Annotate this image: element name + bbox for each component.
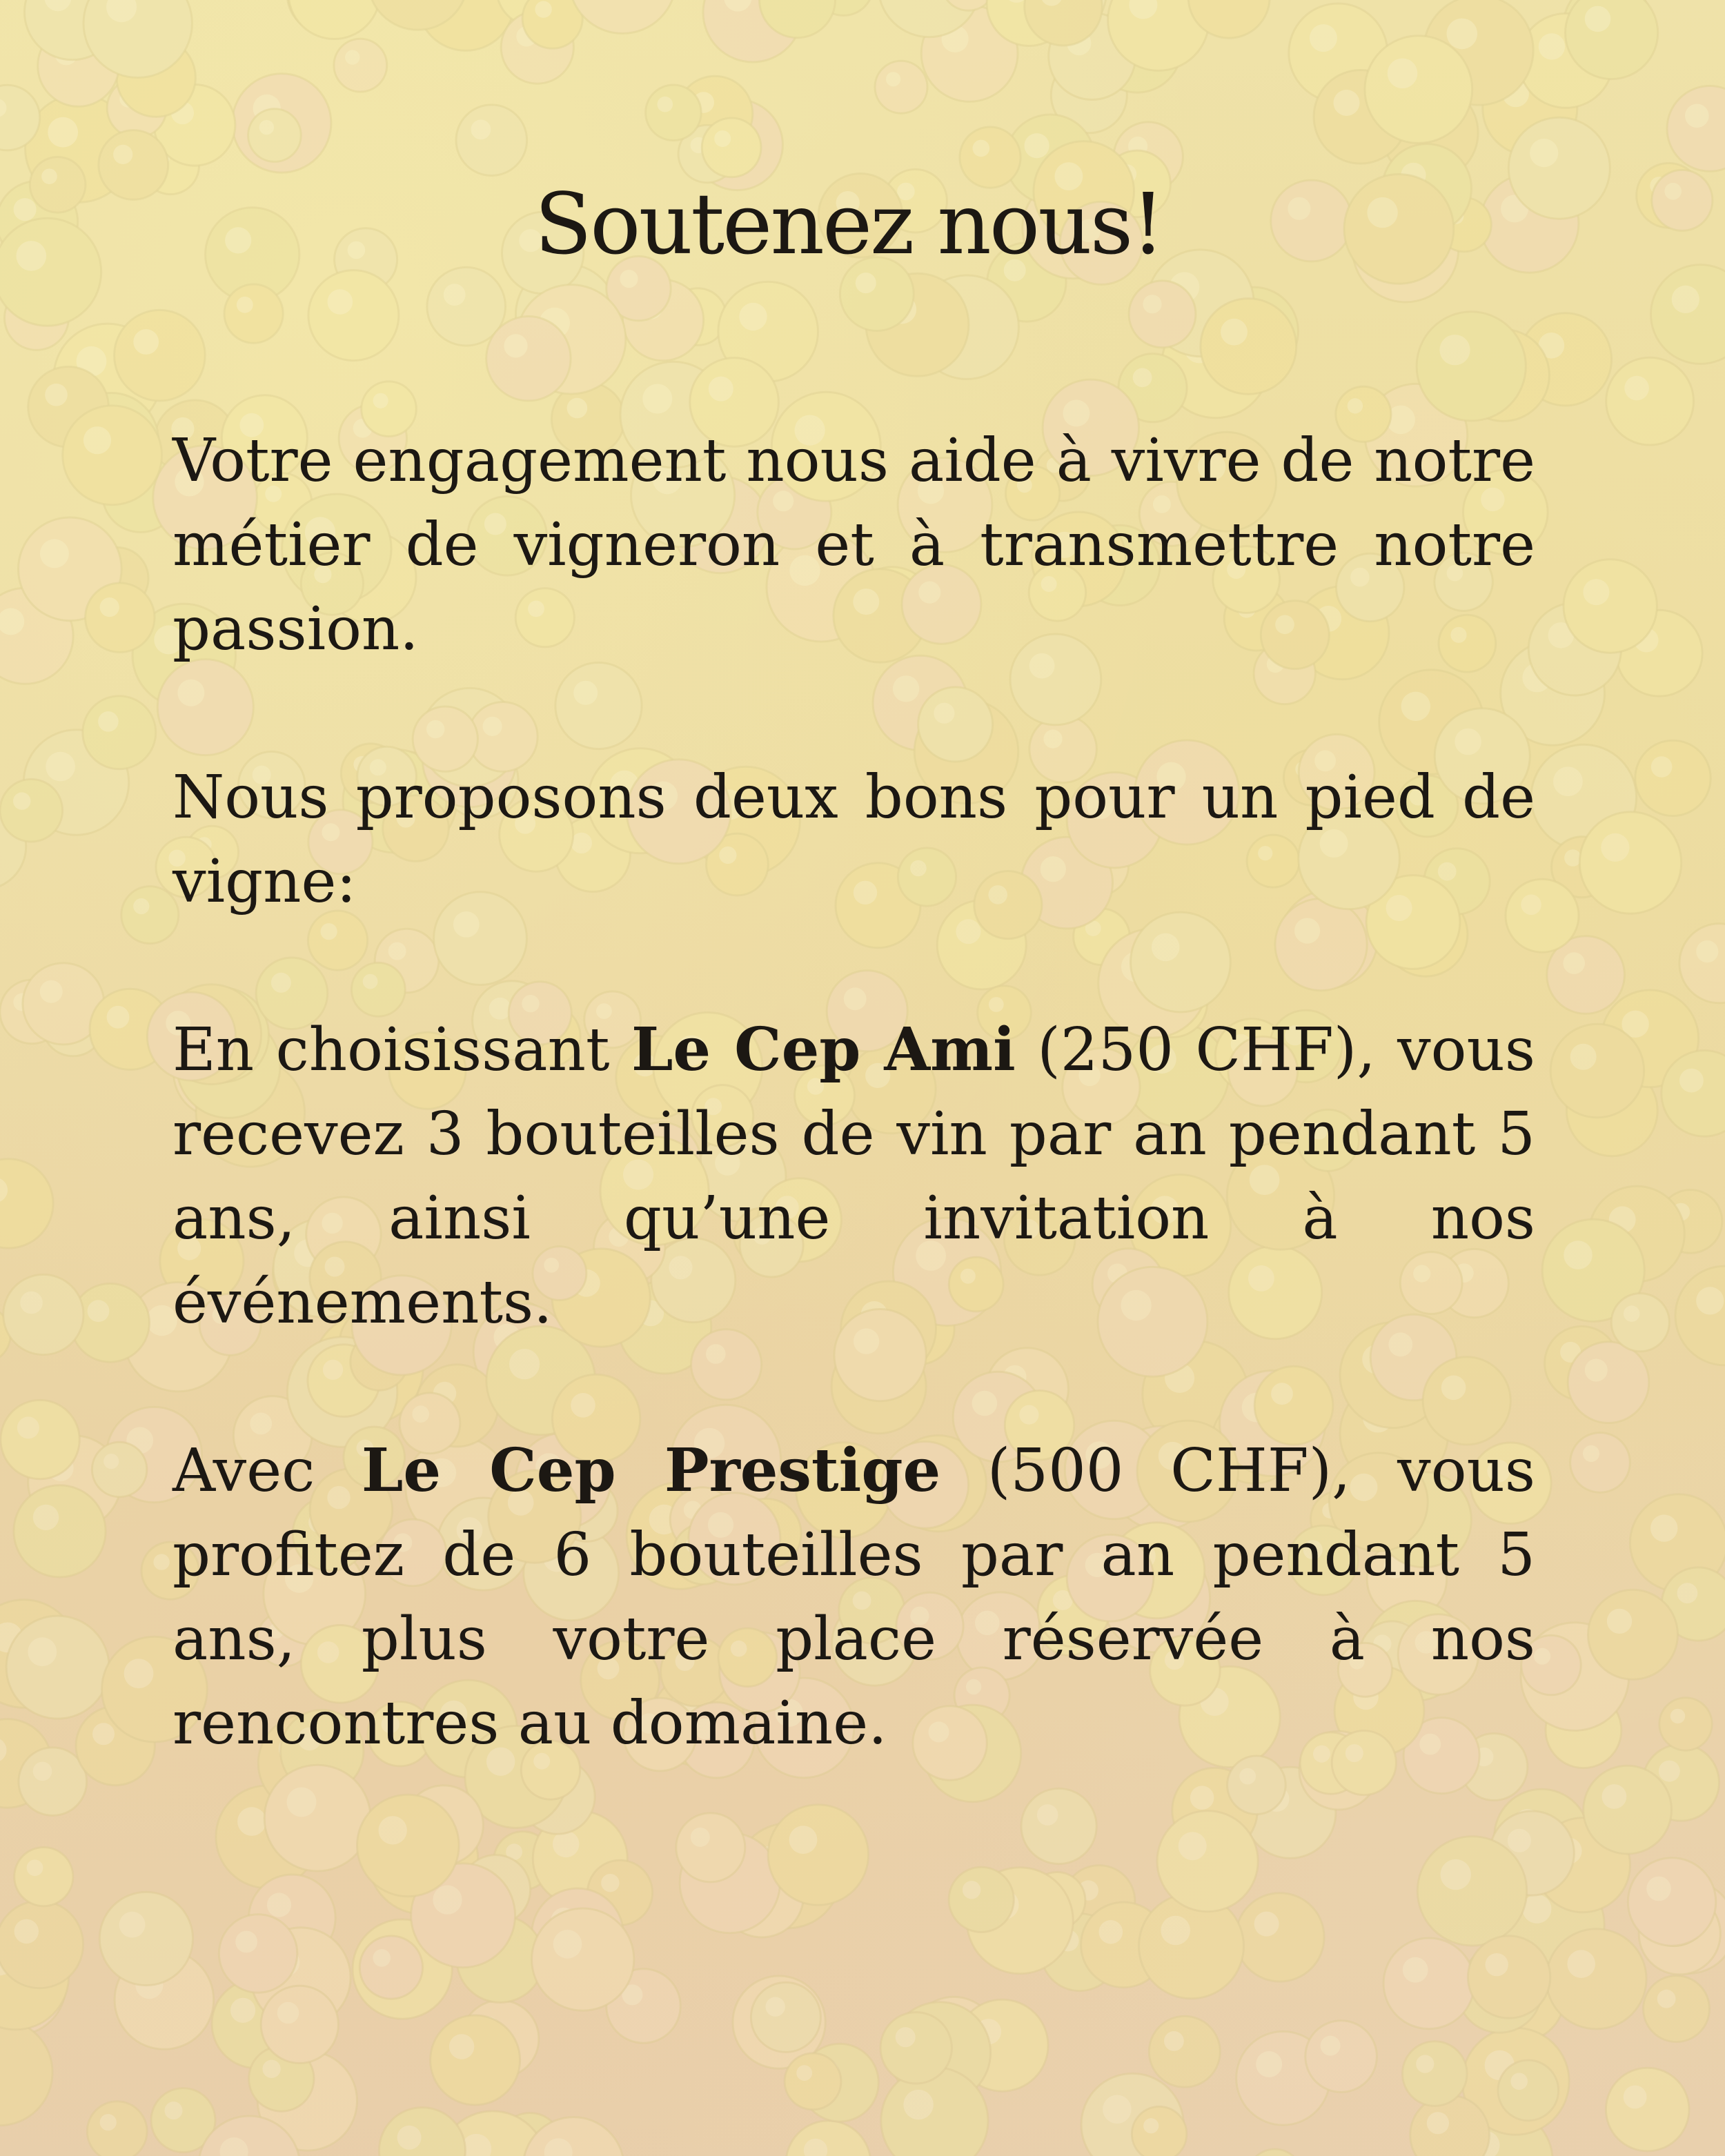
grape-berry bbox=[1498, 2060, 1559, 2121]
grape-berry bbox=[1568, 1342, 1649, 1423]
grape-highlight bbox=[535, 1, 551, 17]
grape-berry bbox=[1236, 1893, 1324, 1981]
grape-berry bbox=[92, 1442, 146, 1496]
grape-berry bbox=[1417, 1837, 1526, 1946]
grape-highlight bbox=[45, 384, 68, 406]
grape-highlight bbox=[100, 2114, 117, 2130]
grape-berry bbox=[0, 1901, 83, 1988]
grape-berry bbox=[0, 779, 63, 842]
grape-highlight bbox=[1427, 2112, 1449, 2134]
grape-highlight bbox=[1530, 139, 1558, 167]
grape-highlight bbox=[1679, 1069, 1704, 1093]
grape-highlight bbox=[328, 289, 353, 315]
grape-berry bbox=[1644, 1976, 1710, 2042]
grape-berry bbox=[288, 0, 380, 39]
grape-berry bbox=[1383, 1938, 1475, 2029]
grape-highlight bbox=[1025, 133, 1049, 158]
grape-berry bbox=[359, 1936, 422, 1999]
grape-highlight bbox=[444, 284, 466, 306]
grape-berry bbox=[6, 1616, 109, 1719]
grape-highlight bbox=[903, 2090, 933, 2119]
grape-highlight bbox=[1099, 1920, 1123, 1944]
grape-berry bbox=[1546, 1929, 1646, 2029]
grape-highlight bbox=[1570, 1044, 1597, 1070]
grape-berry bbox=[261, 1986, 338, 2063]
grape-highlight bbox=[98, 711, 119, 732]
grape-berry bbox=[19, 1748, 87, 1816]
grape-highlight bbox=[1602, 1784, 1627, 1809]
grape-berry bbox=[1584, 1766, 1672, 1854]
grape-berry bbox=[768, 1805, 868, 1905]
body-text bbox=[172, 419, 1535, 1766]
paragraph-offer-intro: Nous proposons deux bons pour un pied de vigne: bbox=[172, 763, 1535, 916]
grape-berry bbox=[1675, 1266, 1725, 1365]
grape-highlight bbox=[1416, 2055, 1434, 2073]
grape-highlight bbox=[40, 980, 63, 1003]
grape-highlight bbox=[766, 1997, 785, 2017]
grape-highlight bbox=[1403, 1957, 1428, 1983]
grape-berry bbox=[0, 2019, 52, 2126]
grape-berry bbox=[646, 85, 702, 141]
grape-highlight bbox=[449, 2034, 474, 2059]
grape-highlight bbox=[46, 752, 75, 782]
grape-highlight bbox=[287, 1788, 317, 1817]
grape-berry bbox=[14, 1485, 106, 1577]
grape-berry bbox=[334, 39, 387, 92]
grape-berry bbox=[1588, 1590, 1678, 1679]
grape-berry bbox=[486, 317, 571, 401]
grape-highlight bbox=[1486, 1953, 1508, 1976]
grape-highlight bbox=[1583, 579, 1609, 605]
grape-highlight bbox=[504, 334, 527, 357]
grape-berry bbox=[456, 105, 527, 176]
grape-highlight bbox=[345, 50, 359, 64]
grape-highlight bbox=[1583, 1445, 1599, 1462]
grape-highlight bbox=[1254, 1912, 1279, 1937]
grape-highlight bbox=[739, 303, 767, 330]
grape-berry bbox=[785, 2053, 841, 2110]
grape-highlight bbox=[17, 1416, 39, 1438]
grape-berry bbox=[1659, 1698, 1712, 1750]
grape-berry bbox=[224, 284, 283, 343]
grape-highlight bbox=[33, 1762, 52, 1781]
grape-highlight bbox=[397, 2126, 422, 2150]
grape-highlight bbox=[1221, 319, 1248, 346]
grape-berry bbox=[14, 1848, 73, 1906]
grape-highlight bbox=[1567, 1950, 1595, 1978]
grape-berry bbox=[264, 1765, 371, 1871]
grape-highlight bbox=[1696, 940, 1718, 962]
grape-berry bbox=[248, 109, 302, 162]
grape-berry bbox=[1417, 312, 1526, 421]
grape-berry bbox=[1021, 1788, 1096, 1863]
grape-berry bbox=[1157, 1811, 1258, 1912]
grape-highlight bbox=[1677, 1583, 1698, 1603]
grape-highlight bbox=[1624, 2086, 1647, 2109]
grape-highlight bbox=[1607, 1609, 1632, 1634]
grape-highlight bbox=[1179, 1832, 1207, 1860]
grape-berry bbox=[308, 270, 399, 361]
grape-highlight bbox=[691, 1828, 710, 1847]
page-title: Soutenez nous! bbox=[534, 175, 1163, 273]
grape-berry bbox=[219, 1915, 297, 1992]
grape-berry bbox=[1149, 2016, 1220, 2087]
grape-berry bbox=[569, 0, 676, 34]
grape-berry bbox=[1305, 2021, 1377, 2093]
grape-highlight bbox=[20, 1292, 43, 1314]
grape-berry bbox=[1564, 560, 1657, 653]
grape-berry bbox=[1651, 265, 1725, 364]
cep-prestige-text-after: (500 CHF), vous profitez de 6 bouteilles par an pendant 5 ans, plus votre place réservée à nos rencontres au domaine. bbox=[172, 1436, 1535, 1758]
grape-berry bbox=[1606, 2068, 1689, 2151]
grape-highlight bbox=[100, 597, 119, 617]
grape-berry bbox=[1, 1400, 79, 1478]
grape-berry bbox=[3, 1274, 83, 1354]
grape-highlight bbox=[789, 1826, 818, 1854]
grape-highlight bbox=[1348, 398, 1363, 413]
cep-prestige-name: Le Cep Prestige bbox=[361, 1436, 941, 1505]
grape-highlight bbox=[153, 1554, 169, 1570]
grape-berry bbox=[1611, 1294, 1669, 1352]
grape-highlight bbox=[14, 1919, 39, 1944]
grape-highlight bbox=[124, 1659, 154, 1688]
grape-berry bbox=[87, 2101, 147, 2156]
grape-highlight bbox=[40, 539, 69, 568]
grape-highlight bbox=[1696, 1287, 1724, 1314]
cep-ami-text-after: (250 CHF), vous recevez 3 bouteilles de vin par an pendant 5 ans, ainsi qu’une invitation à nos événements. bbox=[172, 1016, 1535, 1337]
grape-highlight bbox=[13, 792, 30, 809]
grape-highlight bbox=[133, 329, 159, 355]
grape-highlight bbox=[1143, 2118, 1159, 2133]
grape-highlight bbox=[1650, 1514, 1677, 1541]
grape-highlight bbox=[88, 1300, 110, 1322]
grape-highlight bbox=[896, 2027, 916, 2047]
grape-highlight bbox=[471, 119, 491, 139]
grape-berry bbox=[63, 406, 162, 505]
grape-berry bbox=[1635, 740, 1711, 815]
grape-highlight bbox=[1646, 1877, 1671, 1901]
grape-berry bbox=[121, 887, 179, 944]
grape-berry bbox=[751, 1982, 820, 2052]
grape-highlight bbox=[1256, 2051, 1282, 2077]
grape-highlight bbox=[230, 1998, 255, 2023]
grape-berry bbox=[1550, 1024, 1644, 1118]
grape-berry bbox=[1468, 1936, 1550, 2018]
grape-berry bbox=[1606, 357, 1694, 445]
grape-highlight bbox=[658, 97, 673, 112]
grape-highlight bbox=[1564, 1240, 1593, 1269]
grape-highlight bbox=[83, 426, 111, 454]
grape-highlight bbox=[1659, 1761, 1680, 1782]
grape-berry bbox=[1248, 2149, 1303, 2156]
grape-highlight bbox=[714, 130, 731, 147]
grape-highlight bbox=[1624, 376, 1649, 401]
cep-ami-text-before: En choisissant bbox=[172, 1016, 631, 1085]
grape-highlight bbox=[709, 377, 733, 402]
grape-highlight bbox=[973, 140, 990, 157]
grape-highlight bbox=[1510, 2073, 1528, 2090]
grape-berry bbox=[949, 1867, 1014, 1932]
grape-berry bbox=[532, 1908, 634, 2010]
grape-berry bbox=[522, 0, 582, 48]
grape-highlight bbox=[113, 145, 132, 164]
grape-highlight bbox=[259, 120, 274, 135]
grape-highlight bbox=[237, 297, 253, 313]
grape-highlight bbox=[1037, 1804, 1058, 1826]
grape-berry bbox=[1132, 2106, 1186, 2156]
grape-highlight bbox=[1508, 1829, 1531, 1852]
grape-berry bbox=[1566, 0, 1658, 79]
grape-highlight bbox=[28, 1637, 57, 1666]
grape-highlight bbox=[1670, 1709, 1685, 1723]
grape-berry bbox=[676, 1813, 745, 1882]
grape-highlight bbox=[373, 393, 388, 408]
grape-highlight bbox=[886, 72, 900, 86]
grape-highlight bbox=[1334, 90, 1360, 116]
grape-highlight bbox=[1601, 833, 1629, 862]
grape-highlight bbox=[1624, 1305, 1640, 1322]
grape-highlight bbox=[133, 898, 149, 914]
grape-berry bbox=[1628, 1858, 1715, 1946]
cep-prestige-text-before: Avec bbox=[172, 1436, 362, 1505]
grape-highlight bbox=[1563, 952, 1585, 974]
paragraph-cep-ami bbox=[172, 1008, 1535, 1345]
grape-highlight bbox=[1161, 1916, 1190, 1946]
grape-berry bbox=[99, 1892, 193, 1985]
paragraph-engagement: Votre engagement nous aide à vivre de notre métier de vigneron et à transmettre notre passion. bbox=[172, 426, 1535, 664]
grape-highlight bbox=[165, 2101, 183, 2119]
grape-highlight bbox=[33, 1505, 59, 1530]
grape-highlight bbox=[1439, 335, 1470, 365]
grape-berry bbox=[875, 61, 927, 113]
grape-highlight bbox=[1239, 1768, 1256, 1785]
grape-highlight bbox=[1553, 767, 1583, 796]
grape-highlight bbox=[92, 1723, 115, 1745]
grape-berry bbox=[1679, 924, 1725, 1003]
grape-highlight bbox=[27, 1859, 43, 1876]
paragraph-cep-prestige bbox=[172, 1429, 1535, 1766]
grape-berry bbox=[357, 1794, 460, 1897]
grape-berry bbox=[1129, 281, 1196, 348]
grape-highlight bbox=[379, 1816, 407, 1844]
grape-highlight bbox=[1672, 286, 1699, 313]
grape-highlight bbox=[277, 2002, 299, 2024]
grape-highlight bbox=[237, 1807, 266, 1836]
grape-highlight bbox=[1447, 19, 1478, 50]
grape-berry bbox=[1667, 86, 1725, 171]
grape-highlight bbox=[1657, 1990, 1676, 2008]
grape-berry bbox=[86, 583, 155, 652]
grape-highlight bbox=[796, 2065, 812, 2081]
grape-berry bbox=[379, 2108, 465, 2156]
grape-highlight bbox=[1143, 295, 1161, 313]
grape-berry bbox=[115, 310, 206, 401]
grape-highlight bbox=[601, 1874, 619, 1892]
grape-highlight bbox=[1585, 6, 1611, 32]
grape-highlight bbox=[119, 1912, 146, 1938]
grape-berry bbox=[1201, 299, 1297, 395]
grape-highlight bbox=[433, 1886, 462, 1915]
grape-highlight bbox=[1190, 1786, 1214, 1810]
grape-highlight bbox=[1310, 24, 1337, 52]
grape-highlight bbox=[963, 1881, 980, 1899]
grape-highlight bbox=[1164, 2031, 1184, 2051]
grape-highlight bbox=[1685, 104, 1709, 128]
grape-highlight bbox=[107, 1006, 130, 1029]
grape-berry bbox=[1403, 2041, 1468, 2106]
grape-highlight bbox=[1388, 59, 1418, 89]
grape-highlight bbox=[267, 1893, 291, 1917]
grape-berry bbox=[431, 2015, 520, 2105]
grape-highlight bbox=[103, 1454, 119, 1469]
grape-berry bbox=[1365, 36, 1472, 144]
grape-highlight bbox=[567, 398, 588, 419]
grape-highlight bbox=[1585, 1359, 1608, 1382]
grape-berry bbox=[786, 2121, 871, 2156]
grape-berry bbox=[702, 118, 761, 177]
cep-ami-name: Le Cep Ami bbox=[631, 1015, 1016, 1085]
grape-berry bbox=[83, 696, 156, 769]
grape-highlight bbox=[262, 2060, 280, 2078]
grape-highlight bbox=[1534, 1648, 1550, 1665]
grape-berry bbox=[1579, 812, 1681, 913]
grape-highlight bbox=[1133, 368, 1152, 387]
grape-berry bbox=[880, 2012, 952, 2084]
grape-highlight bbox=[235, 1931, 257, 1953]
grape-highlight bbox=[642, 384, 672, 414]
grape-highlight bbox=[1441, 1859, 1471, 1890]
grape-highlight bbox=[1651, 756, 1673, 778]
grape-highlight bbox=[48, 117, 78, 148]
grape-highlight bbox=[373, 1949, 391, 1967]
grape-highlight bbox=[553, 1930, 582, 1959]
grape-highlight bbox=[1321, 2036, 1341, 2056]
grape-berry bbox=[1570, 1433, 1630, 1493]
grape-highlight bbox=[1103, 2095, 1132, 2124]
grape-highlight bbox=[1539, 33, 1565, 59]
grape-berry bbox=[0, 1159, 53, 1248]
